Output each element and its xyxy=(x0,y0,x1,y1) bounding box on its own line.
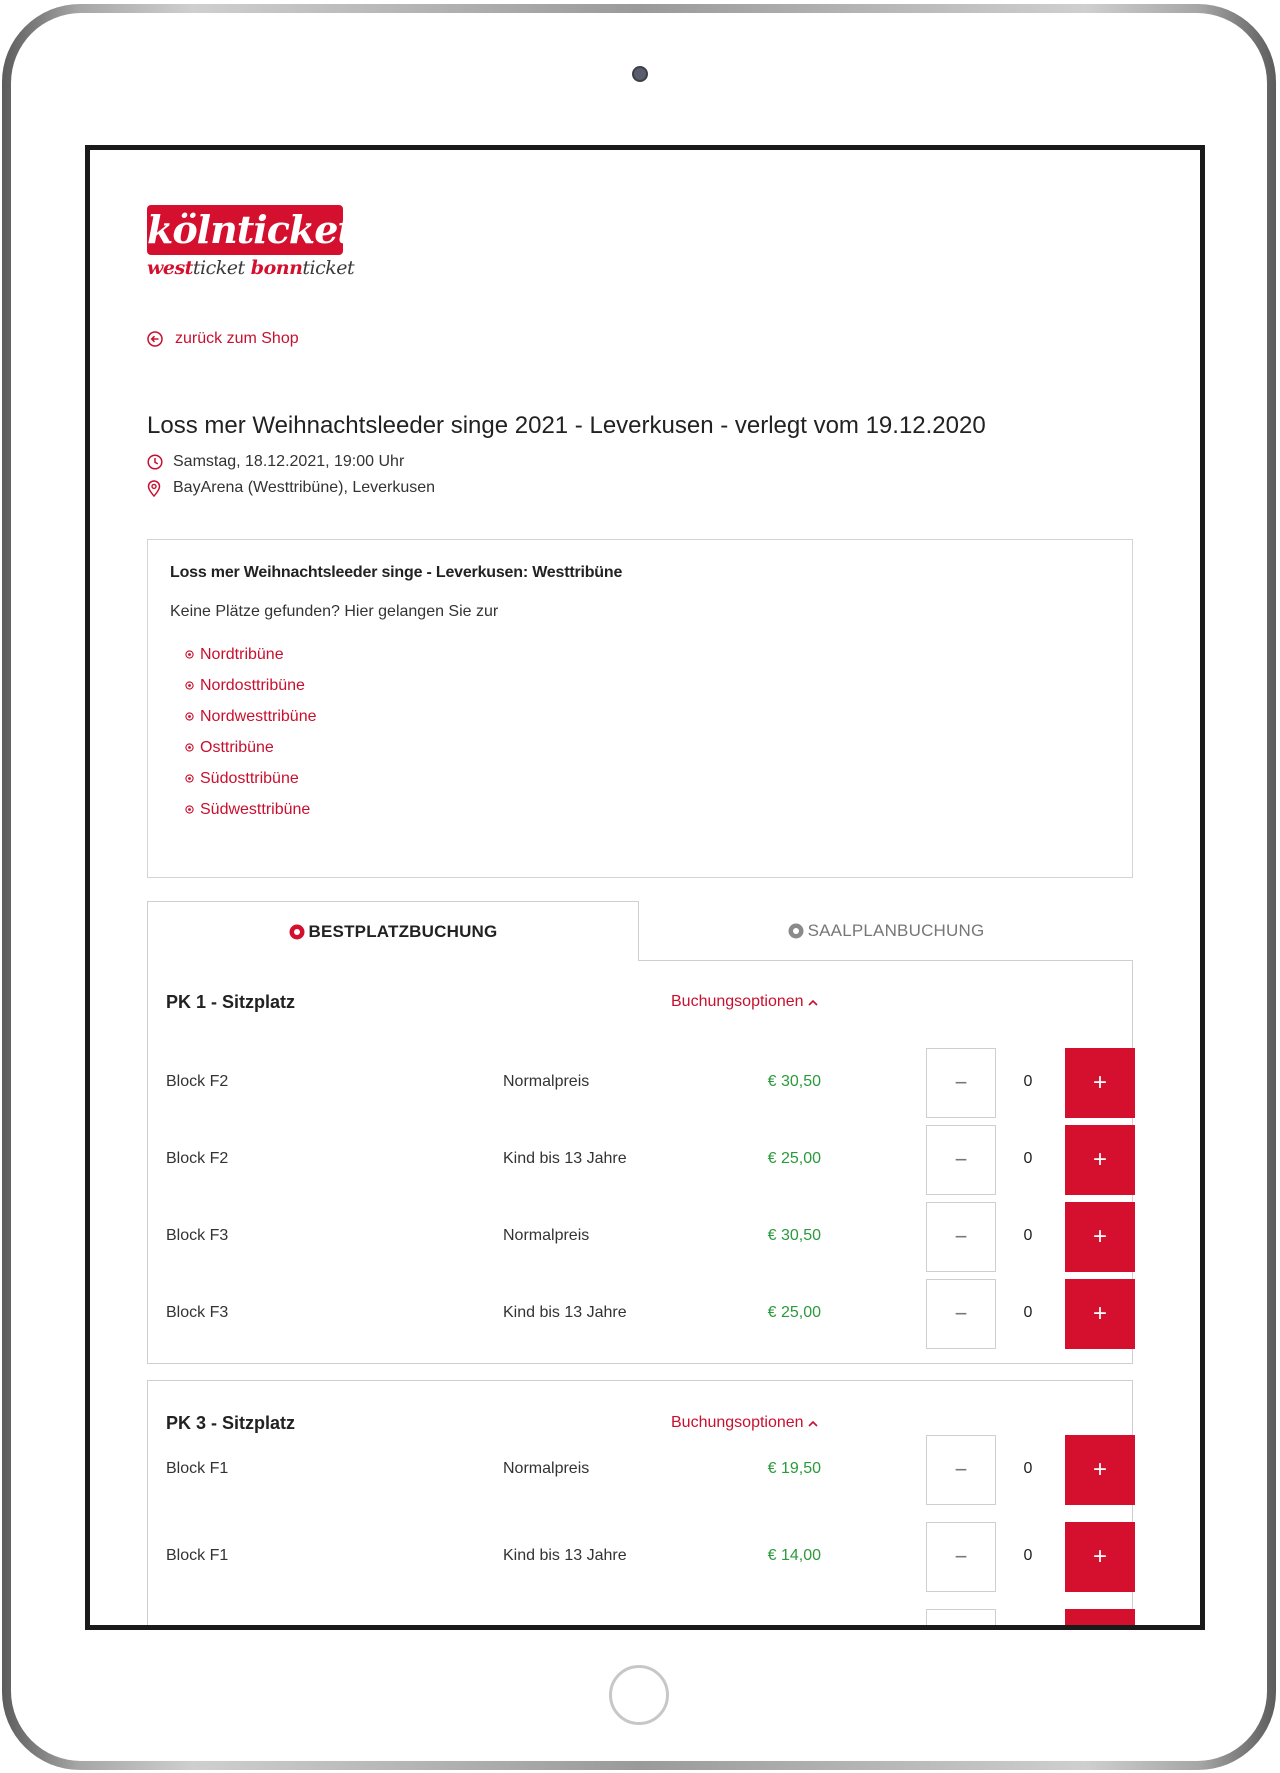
ticket-tariff: Normalpreis xyxy=(503,1460,590,1477)
tab-saalplanbuchung[interactable] xyxy=(639,901,1133,961)
tab-saal-label: SAALPLANBUCHUNG xyxy=(807,920,985,940)
ticket-row xyxy=(148,1522,1134,1592)
home-button[interactable] xyxy=(609,1665,669,1725)
arrow-left-circle-icon xyxy=(147,331,163,347)
ticket-block: Block F1 xyxy=(166,1460,229,1477)
bullet-circle-icon xyxy=(185,743,196,752)
tribune-link-ost[interactable]: Osttribüne xyxy=(185,732,1110,763)
tribune-link-suedost[interactable]: Südosttribüne xyxy=(185,763,1110,794)
tribune-link-nordwest[interactable]: Nordwesttribüne xyxy=(185,701,1110,732)
bullet-circle-icon xyxy=(185,712,196,721)
radio-unselected-icon xyxy=(788,923,804,939)
ticket-tariff: Kind bis 13 Jahre xyxy=(503,1304,627,1321)
map-pin-icon xyxy=(147,480,163,497)
event-location xyxy=(147,479,435,497)
tribune-list xyxy=(170,639,1110,825)
ticket-tariff: Kind bis 13 Jahre xyxy=(503,1547,627,1564)
ticket-block: Block F2 xyxy=(166,1073,229,1090)
decrease-button[interactable]: − xyxy=(926,1435,996,1505)
price-group-title: PK 3 - Sitzplatz xyxy=(166,1413,296,1433)
logo-sub-bonn: bonn xyxy=(250,257,303,279)
decrease-button[interactable] xyxy=(926,1609,996,1630)
ticket-tariff: Normalpreis xyxy=(503,1073,590,1090)
chevron-up-icon xyxy=(808,999,818,1006)
ticket-row xyxy=(148,1048,1134,1118)
ticket-row xyxy=(148,1435,1134,1505)
decrease-button[interactable]: − xyxy=(926,1125,996,1195)
info-text: Keine Plätze gefunden? Hier gelangen Sie zur xyxy=(170,603,499,620)
ticket-price: € 30,50 xyxy=(767,1227,821,1244)
ticket-quantity: 0 xyxy=(1023,1304,1033,1321)
info-title: Loss mer Weihnachtsleeder singe - Leverkusen: Westtribüne xyxy=(170,564,623,581)
decrease-button[interactable]: − xyxy=(926,1048,996,1118)
logo-sub-bonn-suffix: ticket xyxy=(302,257,355,279)
logo-main: kölnticket xyxy=(147,205,343,255)
decrease-button[interactable]: − xyxy=(926,1202,996,1272)
screen xyxy=(85,145,1205,1630)
ticket-quantity: 0 xyxy=(1023,1547,1033,1564)
increase-button[interactable]: + xyxy=(1065,1279,1135,1349)
chevron-up-icon xyxy=(808,1420,818,1427)
ticket-row xyxy=(148,1125,1134,1195)
bullet-circle-icon xyxy=(185,650,196,659)
booking-options-toggle[interactable]: Buchungsoptionen xyxy=(671,1414,818,1432)
ticket-price: € 19,50 xyxy=(767,1460,821,1477)
camera-icon xyxy=(632,66,648,82)
ticket-price: € 25,00 xyxy=(767,1150,821,1167)
ticket-block: Block F3 xyxy=(166,1227,229,1244)
ticket-price: € 14,00 xyxy=(767,1547,821,1564)
ticket-price: € 30,50 xyxy=(767,1073,821,1090)
clock-icon xyxy=(147,454,163,470)
tribune-info-box xyxy=(147,539,1133,878)
ticket-row-partial xyxy=(148,1609,1134,1630)
bullet-circle-icon xyxy=(185,774,196,783)
booking-tabs xyxy=(147,901,1133,961)
decrease-button[interactable]: − xyxy=(926,1522,996,1592)
event-date xyxy=(147,453,404,471)
event-date-text: Samstag, 18.12.2021, 19:00 Uhr xyxy=(173,453,405,470)
ticket-tariff: Kind bis 13 Jahre xyxy=(503,1150,627,1167)
increase-button[interactable]: + xyxy=(1065,1522,1135,1592)
ticket-tariff: Normalpreis xyxy=(503,1227,590,1244)
back-link-label: zurück zum Shop xyxy=(175,330,299,347)
logo-sub xyxy=(147,257,354,279)
event-location-text: BayArena (Westtribüne), Leverkusen xyxy=(173,479,436,496)
increase-button[interactable]: + xyxy=(1065,1125,1135,1195)
increase-button[interactable]: + xyxy=(1065,1202,1135,1272)
bullet-circle-icon xyxy=(185,681,196,690)
logo-sub-west-suffix: ticket xyxy=(192,257,245,279)
ticket-price: € 25,00 xyxy=(767,1304,821,1321)
tab-bestplatzbuchung[interactable] xyxy=(147,901,639,961)
increase-button[interactable]: + xyxy=(1065,1435,1135,1505)
logo[interactable] xyxy=(147,205,354,279)
ticket-row xyxy=(148,1279,1134,1349)
price-group-title: PK 1 - Sitzplatz xyxy=(166,992,296,1012)
ticket-quantity: 0 xyxy=(1023,1227,1033,1244)
ticket-quantity: 0 xyxy=(1023,1460,1033,1477)
ticket-block: Block F1 xyxy=(166,1547,229,1564)
ticket-block: Block F2 xyxy=(166,1150,229,1167)
ticket-quantity: 0 xyxy=(1023,1073,1033,1090)
bullet-circle-icon xyxy=(185,805,196,814)
ticket-block: Block F3 xyxy=(166,1304,229,1321)
radio-selected-icon xyxy=(289,924,305,940)
event-title: Loss mer Weihnachtsleeder singe 2021 - Leverkusen - verlegt vom 19.12.2020 xyxy=(147,412,986,439)
price-group-pk1 xyxy=(147,960,1133,1364)
decrease-button[interactable]: − xyxy=(926,1279,996,1349)
tribune-link-suedwest[interactable]: Südwesttribüne xyxy=(185,794,1110,825)
back-to-shop-link[interactable] xyxy=(147,330,299,348)
price-group-pk3 xyxy=(147,1380,1133,1630)
tribune-link-nord[interactable]: Nordtribüne xyxy=(185,639,1110,670)
booking-options-toggle[interactable]: Buchungsoptionen xyxy=(671,993,818,1011)
ticket-row xyxy=(148,1202,1134,1272)
ticket-quantity: 0 xyxy=(1023,1150,1033,1167)
tab-best-label: BESTPLATZBUCHUNG xyxy=(308,921,498,941)
increase-button[interactable] xyxy=(1065,1609,1135,1630)
increase-button[interactable]: + xyxy=(1065,1048,1135,1118)
tribune-link-nordost[interactable]: Nordosttribüne xyxy=(185,670,1110,701)
logo-sub-west: west xyxy=(147,257,193,279)
